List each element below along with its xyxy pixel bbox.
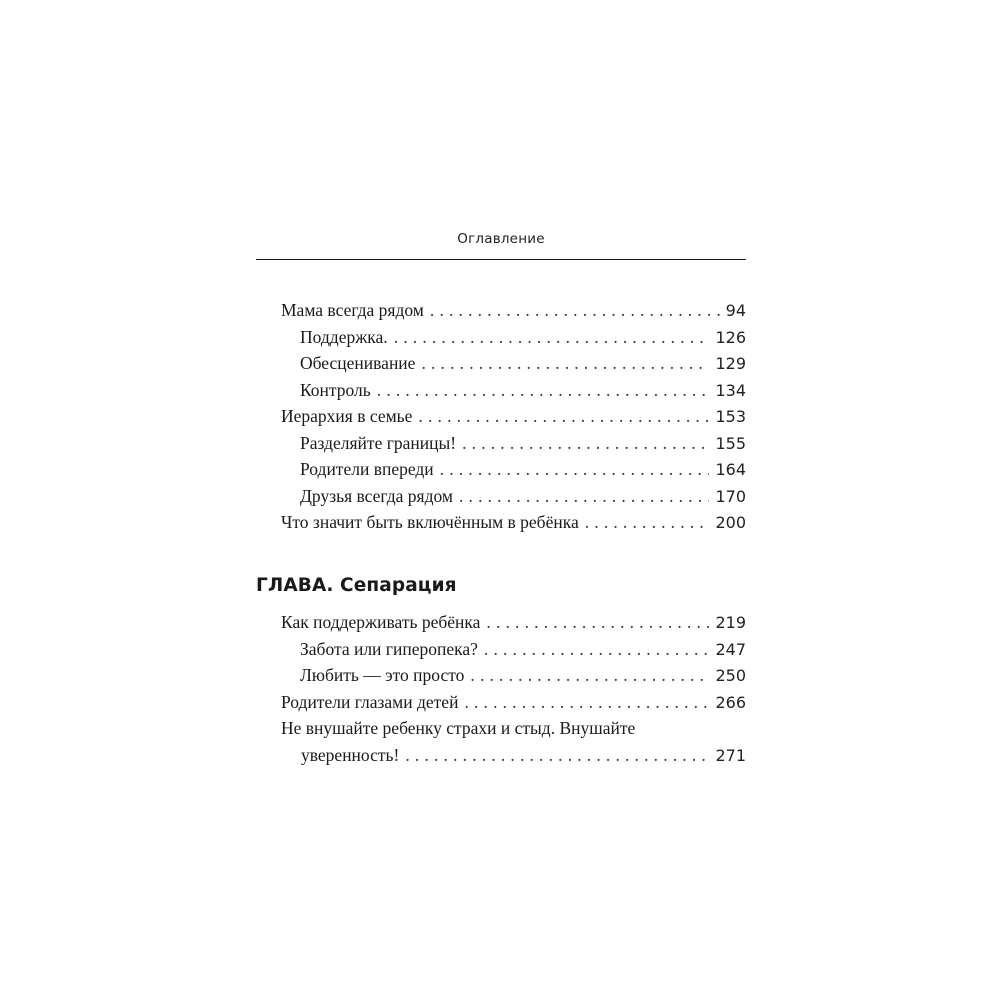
toc-entry-page: 247 bbox=[715, 639, 746, 659]
toc-entry-page: 153 bbox=[715, 407, 746, 426]
chapter-heading: ГЛАВА. Сепарация bbox=[256, 575, 457, 596]
toc-entry-kak-podderzhivat-rebenka[interactable] bbox=[256, 609, 746, 636]
toc-entry-obescenivanie[interactable] bbox=[256, 350, 746, 377]
toc-entry-podderzhka[interactable] bbox=[256, 324, 746, 351]
toc-entry-ierarhiya-v-seme[interactable] bbox=[256, 403, 746, 430]
dot-leader bbox=[464, 689, 709, 716]
header-rule bbox=[256, 259, 746, 260]
dot-leader bbox=[377, 377, 710, 404]
toc-entry-roditeli-glazami-detey[interactable] bbox=[256, 689, 746, 716]
dot-leader bbox=[585, 509, 710, 536]
dot-leader bbox=[394, 324, 710, 351]
toc-entry-title: Иерархия в семье bbox=[281, 406, 413, 426]
toc-entry-kontrol[interactable] bbox=[256, 377, 746, 404]
dot-leader bbox=[405, 742, 709, 769]
toc-entry-title: Поддержка. bbox=[300, 326, 388, 347]
toc-entry-title: Как поддерживать ребёнка bbox=[281, 612, 481, 632]
toc-entry-page: 170 bbox=[715, 486, 746, 506]
toc-entry-page: 94 bbox=[725, 301, 746, 320]
toc-entry-title: Забота или гиперопека? bbox=[300, 638, 478, 659]
dot-leader bbox=[486, 609, 709, 636]
dot-leader bbox=[484, 636, 710, 663]
toc-entry-page: 134 bbox=[715, 380, 746, 400]
toc-entry-title: Контроль bbox=[300, 379, 371, 400]
toc-entry-title: Что значит быть включённым в ребёнка bbox=[281, 512, 579, 532]
dot-leader bbox=[459, 483, 709, 510]
toc-section-1 bbox=[256, 297, 746, 536]
toc-entry-roditeli-vperedi[interactable] bbox=[256, 456, 746, 483]
toc-entry-title: Обесценивание bbox=[300, 353, 416, 373]
toc-entry-mama-vsegda-ryadom[interactable] bbox=[256, 297, 746, 324]
dot-leader bbox=[462, 430, 709, 457]
toc-entry-page: 271 bbox=[715, 745, 746, 765]
toc-section-2 bbox=[256, 609, 746, 768]
toc-entry-continuation bbox=[256, 742, 746, 769]
toc-entry-title: Друзья всегда рядом bbox=[300, 485, 453, 506]
toc-entry-title: Родители глазами детей bbox=[281, 691, 459, 712]
toc-entry-title: Мама всегда рядом bbox=[281, 300, 424, 320]
toc-entry-page: 129 bbox=[715, 354, 746, 373]
toc-entry-title-line-2: уверенность! bbox=[301, 744, 400, 765]
dot-leader bbox=[470, 662, 709, 689]
toc-entry-title: Любить — это просто bbox=[300, 665, 465, 685]
toc-entry-lyubit-eto-prosto[interactable] bbox=[256, 662, 746, 689]
toc-entry-title: Родители впереди bbox=[300, 459, 434, 479]
toc-entry-ne-vnushayte-rebenku[interactable] bbox=[256, 715, 746, 768]
toc-entry-page: 164 bbox=[715, 460, 746, 479]
running-head-title: Оглавление bbox=[457, 231, 545, 247]
toc-entry-druzya-vsegda-ryadom[interactable] bbox=[256, 483, 746, 510]
toc-entry-chto-znachit-byt-vklyuchennym[interactable] bbox=[256, 509, 746, 536]
toc-entry-page: 200 bbox=[715, 513, 746, 532]
dot-leader bbox=[421, 350, 709, 377]
toc-entry-zabota-ili-giperopeka[interactable] bbox=[256, 636, 746, 663]
dot-leader bbox=[440, 456, 710, 483]
toc-entry-page: 155 bbox=[715, 433, 746, 453]
toc-entry-page: 250 bbox=[715, 666, 746, 685]
toc-entry-razdelyayte-granicy[interactable] bbox=[256, 430, 746, 457]
dot-leader bbox=[430, 297, 720, 324]
toc-entry-title-line-1: Не внушайте ребенку страхи и стыд. Внушайте bbox=[281, 718, 636, 738]
toc-entry-page: 126 bbox=[715, 327, 746, 347]
toc-entry-page: 219 bbox=[715, 613, 746, 632]
toc-entry-title: Разделяйте границы! bbox=[300, 432, 457, 453]
dot-leader bbox=[418, 403, 709, 430]
toc-entry-page: 266 bbox=[715, 692, 746, 712]
